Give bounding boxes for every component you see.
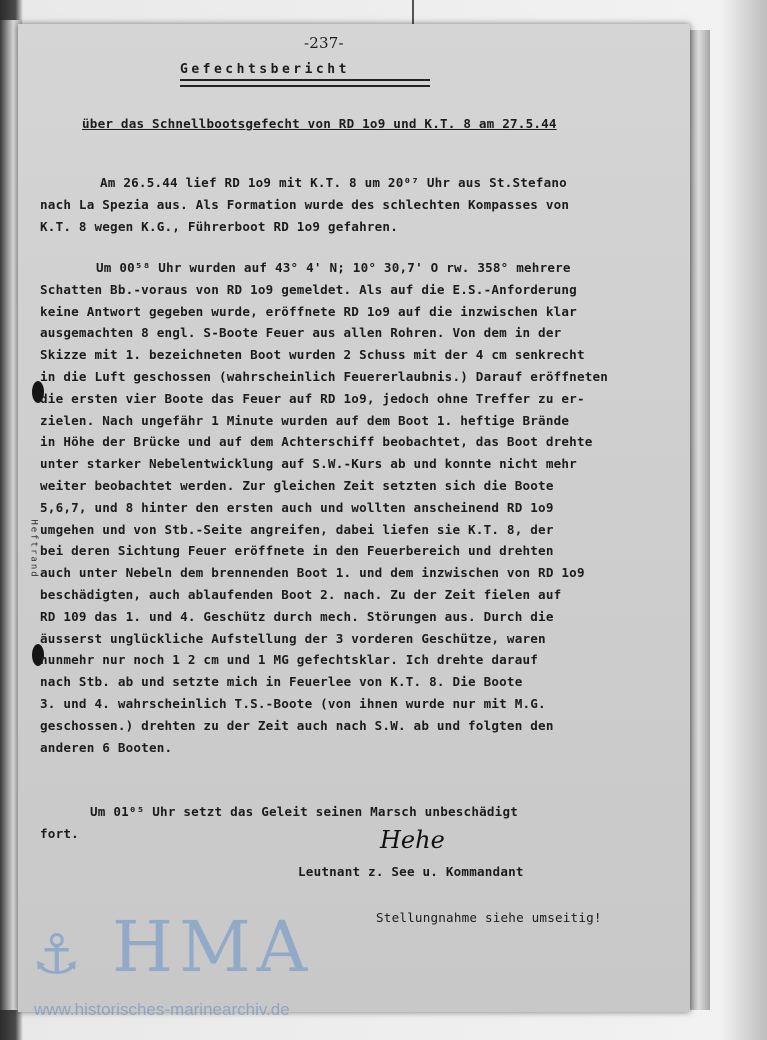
report-line: Schatten Bb.-voraus von RD 1o9 gemeldet. Als auf die E.S.-Anforderung	[40, 281, 577, 297]
report-line: umgehen und von Stb.-Seite angreifen, dabei liefen sie K.T. 8, der	[40, 521, 554, 537]
watermark-logo: HMA	[112, 906, 314, 988]
handwritten-signature: Hehe	[380, 826, 445, 854]
report-line: geschossen.) drehten zu der Zeit auch nach S.W. ab und folgten den	[40, 717, 554, 733]
report-line: die ersten vier Boote das Feuer auf RD 1o9, jedoch ohne Treffer zu er-	[40, 390, 585, 406]
report-line: Um 01⁰⁵ Uhr setzt das Geleit seinen Marsch unbeschädigt	[90, 804, 519, 819]
report-line: Am 26.5.44 lief RD 1o9 mit K.T. 8 um 20⁰⁷ Uhr aus St.Stefano	[100, 175, 567, 190]
report-line: weiter beobachtet werden. Zur gleichen Zeit setzten sich die Boote	[40, 478, 554, 493]
report-line: Um 00⁵⁸ Uhr wurden auf 43° 4' N; 10° 30,7' O rw. 358° mehrere	[96, 260, 571, 275]
report-line: 3. und 4. wahrscheinlich T.S.-Boote (von ihnen wurde nur mit M.G.	[40, 696, 546, 711]
remark-note: Stellungnahme siehe umseitig!	[376, 910, 602, 925]
report-line: nach La Spezia aus. Als Formation wurde des schlechten Kompasses von	[40, 196, 570, 212]
report-line: in Höhe der Brücke und auf dem Achterschiff beobachtet, das Boot drehte	[40, 434, 593, 450]
report-line: Skizze mit 1. bezeichneten Boot wurden 2 Schuss mit der 4 cm senkrecht	[40, 347, 585, 363]
report-line: zielen. Nach ungefähr 1 Minute wurden auf dem Boot 1. heftige Brände	[40, 412, 570, 428]
report-line: nach Stb. ab und setzte mich in Feuerlee von K.T. 8. Die Boote	[40, 674, 523, 690]
report-line: äusserst unglückliche Aufstellung der 3 vorderen Geschütze, waren	[40, 630, 546, 646]
binding-margin-label: Heftrand	[28, 519, 39, 579]
report-line: bei deren Sichtung Feuer eröffnete in den Feuerbereich und drehten	[40, 543, 554, 559]
document-subheading: über das Schnellbootsgefecht von RD 1o9 und K.T. 8 am 27.5.44	[82, 116, 557, 131]
report-line: nunmehr nur noch 1 2 cm und 1 MG gefechtsklar. Ich drehte darauf	[40, 652, 539, 668]
report-line: fort.	[40, 825, 79, 841]
right-page-strip	[688, 30, 710, 1010]
document-heading: Gefechtsbericht	[180, 62, 350, 77]
report-line: ausgemachten 8 engl. S-Boote Feuer aus allen Rohren. Von dem in der	[40, 325, 562, 341]
report-line: 5,6,7, und 8 hinter den ersten auch und wollten anscheinend RD 1o9	[40, 499, 554, 515]
report-line: unter starker Nebelentwicklung auf S.W.-Kurs ab und konnte nicht mehr	[40, 456, 577, 472]
report-line: beschädigten, auch ablaufenden Boot 2. nach. Zu der Zeit fielen auf	[40, 587, 562, 602]
report-line: K.T. 8 wegen K.G., Führerboot RD 1o9 gefahren.	[40, 218, 398, 234]
page-number: -237-	[304, 34, 344, 52]
anchor-icon: ⚓	[36, 912, 77, 991]
report-line: keine Antwort gegeben wurde, eröffnete RD 1o9 auf die inzwischen klar	[40, 303, 577, 319]
report-line: RD 109 das 1. und 4. Geschütz durch mech. Störungen aus. Durch die	[40, 608, 554, 624]
report-line: in die Luft geschossen (wahrscheinlich Feuererlaubnis.) Darauf eröffneten	[40, 369, 609, 384]
watermark-url: www.historisches-marinearchiv.de	[34, 1000, 290, 1019]
heading-double-underline	[180, 79, 430, 87]
signatory-rank: Leutnant z. See u. Kommandant	[298, 864, 524, 879]
report-line: anderen 6 Booten.	[40, 739, 173, 755]
report-line: auch unter Nebeln dem brennenden Boot 1. und dem inzwischen von RD 1o9	[40, 565, 585, 581]
